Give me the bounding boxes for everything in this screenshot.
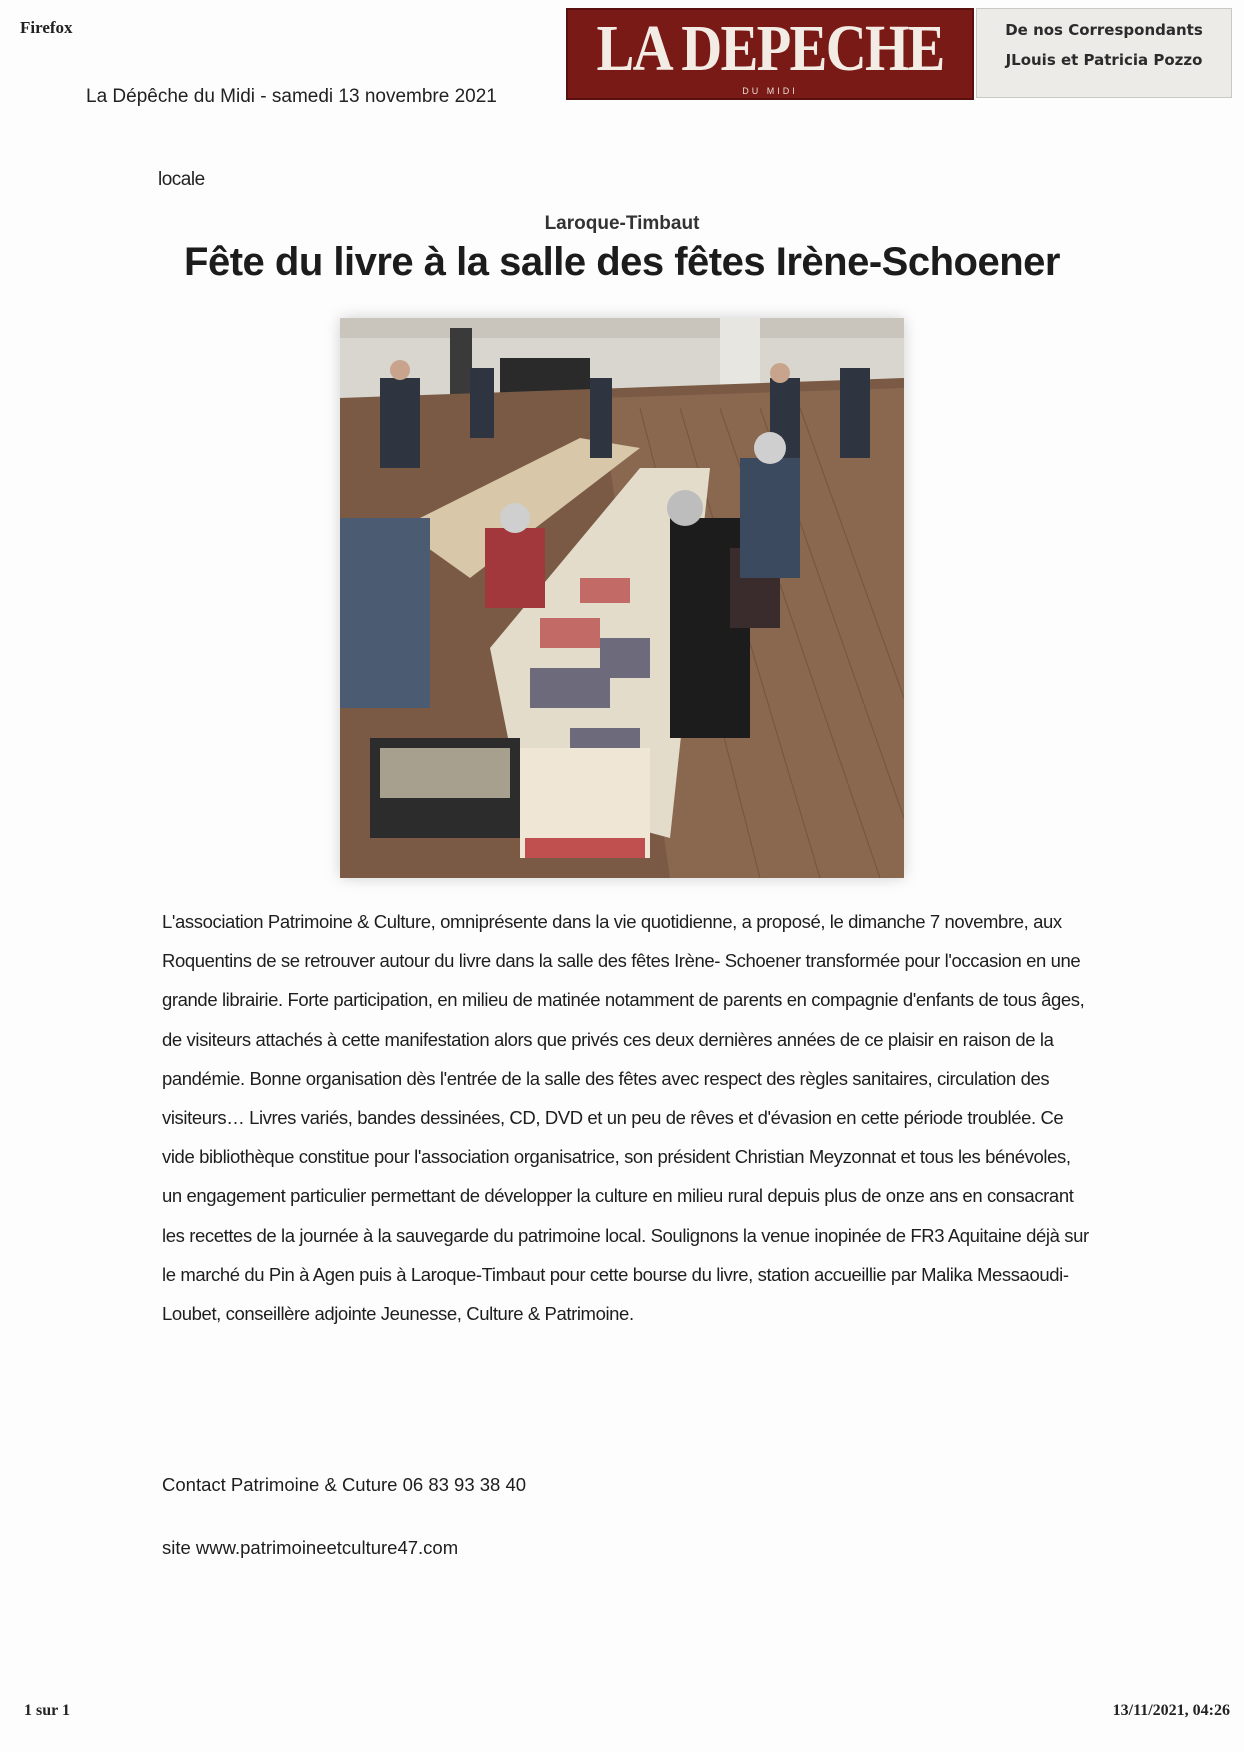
correspondents-line-1: De nos Correspondants <box>1005 21 1203 39</box>
correspondents-line-2: JLouis et Patricia Pozzo <box>1005 51 1203 69</box>
print-timestamp: 13/11/2021, 04:26 <box>1112 1702 1230 1719</box>
article-website: site www.patrimoineetculture47.com <box>162 1537 459 1558</box>
article-location: Laroque-Timbaut <box>544 213 700 234</box>
publication-line: La Dépêche du Midi - samedi 13 novembre 2021 <box>86 86 497 107</box>
newspaper-masthead <box>566 8 974 100</box>
article-body: L'association Patrimoine & Culture, omniprésente dans la vie quotidienne, a proposé, le dimanche 7 novembre, aux Roquentins de se retrouver autour du livre dans la salle des fêtes Irène- Schoener transformée pour l'occasion en une grande librairie. Forte participation, en milieu de matinée notamment de parents en compagnie d'enfants de tous âges, de visiteurs attachés à cette manifestation alors que privés ces deux dernières années de ce plaisir en raison de la pandémie. Bonne organisation dès l'entrée de la salle des fêtes avec respect des règles sanitaires, circulation des visiteurs… Livres variés, bandes dessinées, CD, DVD et un peu de rêves et d'évasion en cette période troublée. Ce vide bibliothèque constitue pour l'association organisatrice, son président Christian Meyzonnat et tous les bénévoles, un engagement particulier permettant de développer la culture en milieu rural depuis plus de onze ans en consacrant les recettes de la journée à la sauvegarde du patrimoine local. Soulignons la venue inopinée de FR3 Aquitaine déjà sur le marché du Pin à Agen puis à Laroque-Timbaut pour cette bourse du livre, station accueillie par Malika Messaoudi-Loubet, conseillère adjointe Jeunesse, Culture & Patrimoine. <box>162 911 1089 1325</box>
section-label: locale <box>158 169 205 190</box>
masthead-title: LA DEPECHE <box>596 12 944 85</box>
article-headline: Fête du livre à la salle des fêtes Irène-Schoener <box>184 240 1060 284</box>
page-count: 1 sur 1 <box>24 1702 70 1719</box>
browser-name: Firefox <box>20 18 73 37</box>
article-contact: Contact Patrimoine & Cuture 06 83 93 38 40 <box>162 1474 527 1495</box>
correspondents-box <box>976 8 1232 98</box>
masthead-subtitle: DU MIDI <box>742 86 798 96</box>
article-photo <box>340 318 904 878</box>
